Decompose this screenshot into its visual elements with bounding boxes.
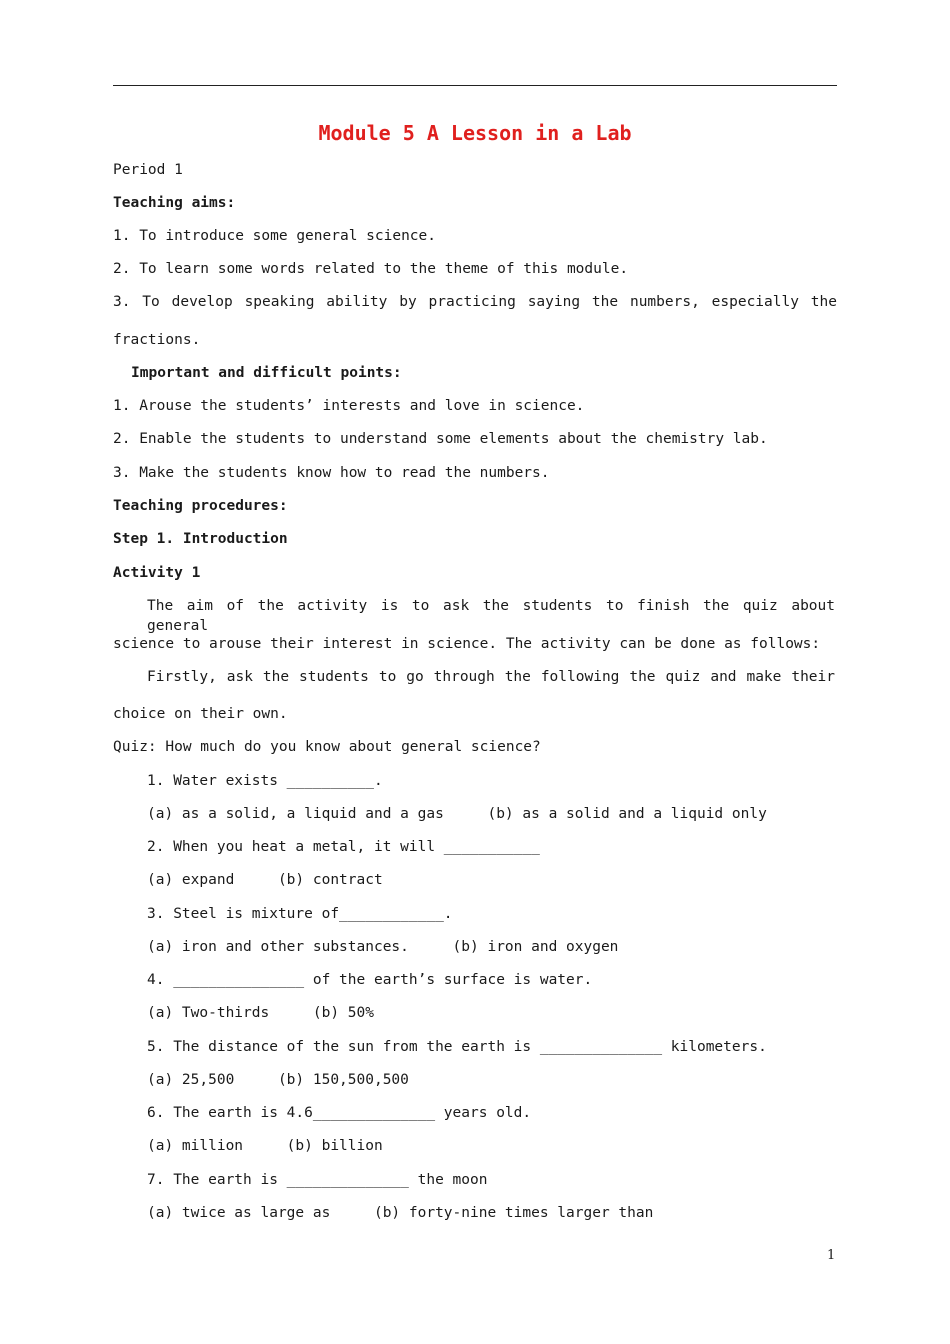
paragraph-line: science to arouse their interest in science. The activity can be done as follows:: [113, 636, 821, 652]
quiz-options: (a) expand (b) contract: [147, 872, 383, 888]
point-item: 3. Make the students know how to read the numbers.: [113, 465, 550, 481]
quiz-options: (a) twice as large as (b) forty-nine times larger than: [147, 1205, 654, 1221]
quiz-heading: Quiz: How much do you know about general science?: [113, 739, 541, 755]
quiz-options: (a) Two-thirds (b) 50%: [147, 1005, 374, 1021]
document-title: Module 5 A Lesson in a Lab: [318, 121, 632, 145]
point-item: 2. Enable the students to understand some elements about the chemistry lab.: [113, 431, 768, 447]
quiz-options: (a) 25,500 (b) 150,500,500: [147, 1072, 409, 1088]
quiz-question: 6. The earth is 4.6______________ years old.: [147, 1105, 532, 1121]
header-rule: [113, 85, 837, 86]
quiz-options: (a) as a solid, a liquid and a gas (b) as a solid and a liquid only: [147, 806, 767, 822]
paragraph-line: Firstly, ask the students to go through the following the quiz and make their: [147, 669, 835, 685]
paragraph-line: choice on their own.: [113, 706, 288, 722]
step-heading: Step 1. Introduction: [113, 531, 288, 547]
point-item: 1. Arouse the students’ interests and love in science.: [113, 398, 585, 414]
quiz-options: (a) million (b) billion: [147, 1138, 383, 1154]
quiz-question: 2. When you heat a metal, it will ___________: [147, 839, 540, 855]
quiz-question: 7. The earth is ______________ the moon: [147, 1172, 488, 1188]
quiz-question: 3. Steel is mixture of____________.: [147, 906, 453, 922]
page-number: 1: [827, 1248, 836, 1263]
procedures-heading: Teaching procedures:: [113, 498, 288, 514]
activity-heading: Activity 1: [113, 565, 201, 581]
aim-item-continued: fractions.: [113, 332, 201, 348]
quiz-question: 5. The distance of the sun from the earth is ______________ kilometers.: [147, 1039, 767, 1055]
aim-item: 3. To develop speaking ability by practicing saying the numbers, especially the: [113, 294, 837, 310]
aims-heading: Teaching aims:: [113, 195, 236, 211]
aim-item: 2. To learn some words related to the theme of this module.: [113, 261, 629, 277]
aim-item: 1. To introduce some general science.: [113, 228, 437, 244]
quiz-question: 4. _______________ of the earth’s surface is water.: [147, 972, 593, 988]
quiz-question: 1. Water exists __________.: [147, 773, 383, 789]
paragraph-line: The aim of the activity is to ask the students to finish the quiz about general: [147, 598, 835, 634]
points-heading: Important and difficult points:: [131, 365, 402, 381]
period-label: Period 1: [113, 162, 183, 178]
quiz-options: (a) iron and other substances. (b) iron and oxygen: [147, 939, 619, 955]
